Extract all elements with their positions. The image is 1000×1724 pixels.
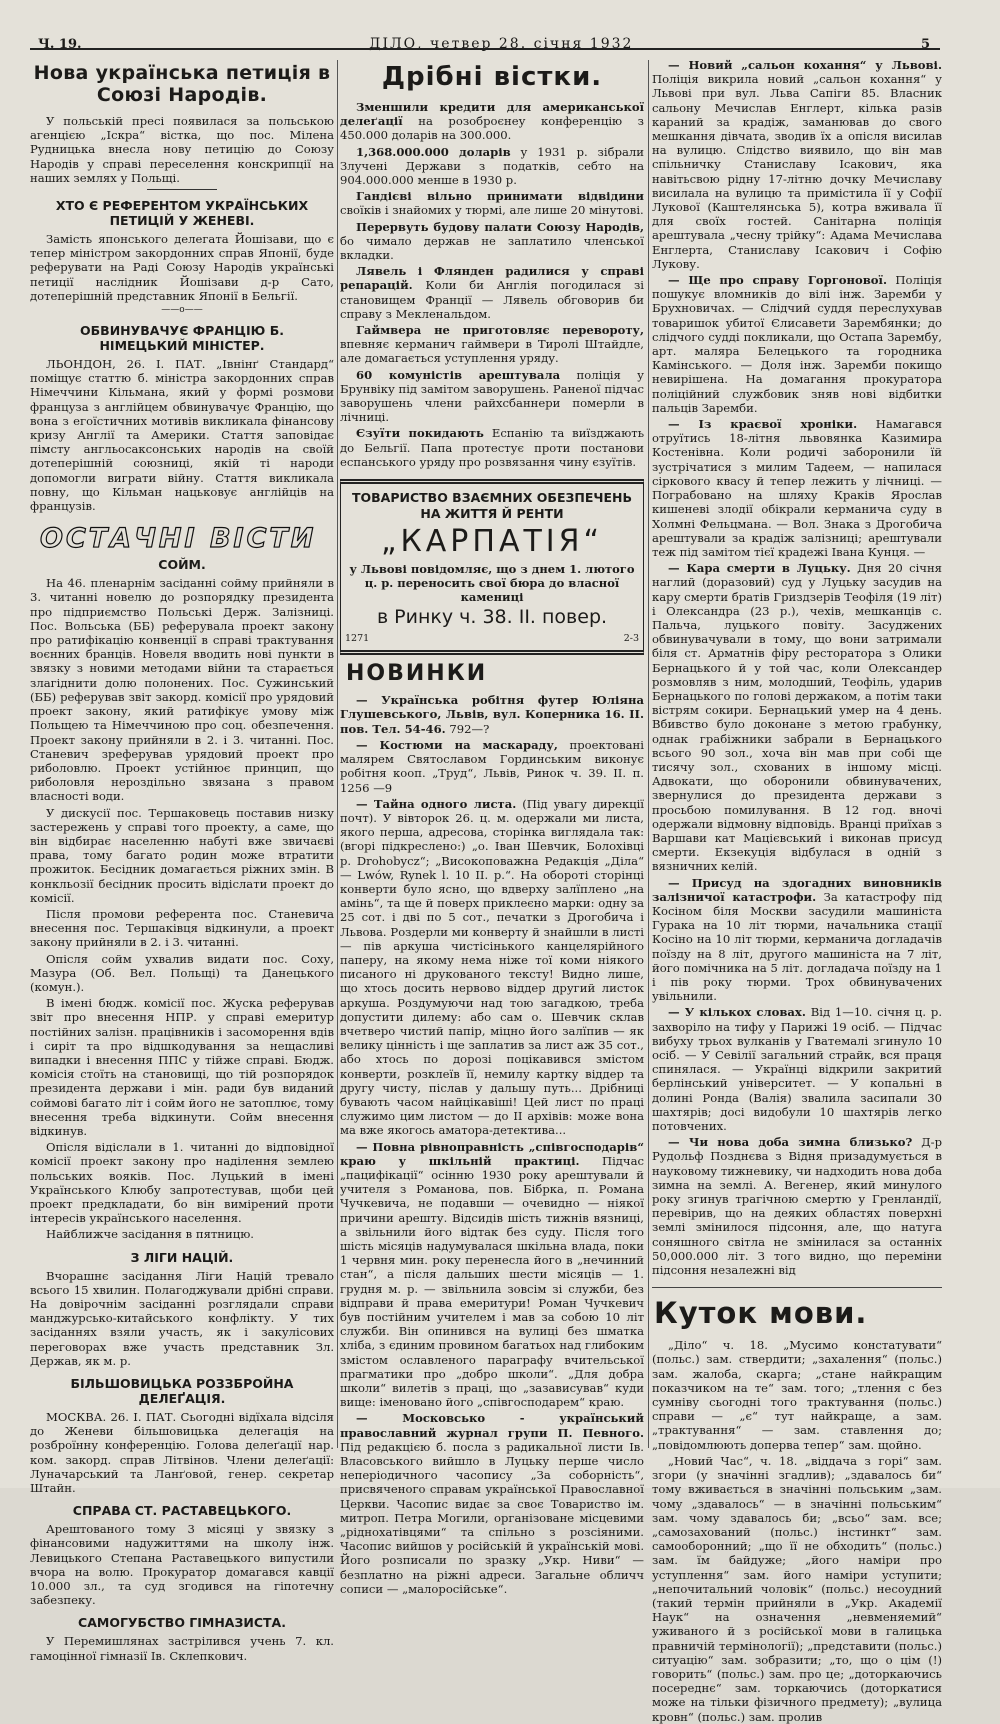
article-text: У дискусії пос. Тершаковець поставив низку застережень у справі того проекту, а саме, що він відбирає населенню набуті вже звичаєві права, тому багато родин може втратити прожиток. Бесідник домагається ріжних змін. В конкльозії бесідник просить відіслати проект до комісії. [30,805,334,905]
section-banner: ОСТАЧНІ ВІСТИ [40,523,317,555]
news-item: Перервуть будову палати Союзу Народів, бо чимало держав не заплатило членської вкладки. [340,219,644,263]
news-item: Гандієві вільно принимати відвідини своїків і знайомих у тюрмі, але лише 20 мінутові. [340,189,644,218]
section-banner: НОВИНКИ [346,661,488,687]
news-item: — Московсько - український православний журнал групи П. Певного. Під редакцією б. посла з радикальної листи Ів. Власовського вийшло в Луцьку перше число неперіодичного часопису „За соборність“, присвяченого справам української Православної Церкви. Часопис видає за своє Товариство ім. митроп. Петра Могили, організоване місцевими „ріднохатівцями“ та спільно з розсіяними. Часопис вийшов у російській й українській мові. Його розписали по зразку „Укр. Ниви“ — безплатно на ріжні адреси. Загальне обличч сописи — „малоросійське“. [340,1411,644,1596]
column-2 [340,58,645,1596]
news-item: Гаймвера не приготовляє перевороту, впевняє керманич гаймвери в Тиролі Штайдле, але домагається уступлення уряду. [340,323,644,366]
ad-brand: „КАРПАТІЯ“ [380,524,604,560]
section-heading: СПРАВА СТ. РАСТАВЕЦЬКОГО. [72,1503,292,1519]
article-text: Вчорашнє засідання Ліги Націй тревало всього 15 хвилин. Полагоджували дрібні справи. На довірочнім засіданні розглядали справи манджурсько-китайського конфлікту. У тих засіданнях взяли участь, як і закулісових переговорах вже участь представник Зл. Держав, як м. р. [30,1268,334,1368]
news-item: — Костюми на маскараду, проектовані малярем Святославом Гординським виконує робітня кооп. „Труд“, Львів, Ринок ч. 39. II. п. 1256 —9 [340,737,644,795]
article-text: МОСКВА. 26. І. ПАТ. Сьогодні відїхала відсіля до Женеви більшовицька делегація на розброїнну конференцію. Голова делеґації нар. ком. закорд. справ Літвінов. Члени делеґації: Луначарський та Ланґовой, генер. секретар Штайн. [30,1410,334,1496]
article-text: „Новий Час“, ч. 18. „віддача з горі“ зам. згори (у значінні згадлив); „здавалось би“ тому вживається в значінні польським „зам. чому „здавалось“ — в значінні польським“ зам. чому здавалось би; „всьо“ зам. все; „самозахований (польс.) інстинкт“ зам. самооборонний; „що її не обходить“ (польс.) зам. їм байдуже; „його наміри про уступлення“ зам. його наміри уступити; „непочитальний чоловік“ (польс.) несоудний (такий термін прийняли в „Укр. Академії Наук“ на означення „невменяемий“ уживаного й з російської мови в галицька правничій термінології); „представити (польс.) ситуацію“ зам. зобразити; „то, що о цім (!) говорить“ (польс.) зам. про це; „доторкаючись посереднє“ зам. торкаючись (доторкатися може на тільки фізичного предмету); „вулица кровн“ (польс.) зам. пролив [652,1453,942,1724]
news-item: — Ще про справу Горгонової. Поліція пошукує вломників до вілі інж. Заремби у Брухновичах. — Слідчий суддя переслухував товаришок убитої Єлисавети Зарембянки; до слідчого судді покликали, що Остапа Зарембу, арт. маляра Белецького та городника Камінського. — Доля інж. Заремби покищо невирішена. На домагання прокуратора поліційний службовик зняв нові відбитки пальців Заремби. [652,273,943,415]
news-item: Лявель і Флянден радилися у справі репарацій. Коли би Англія погодилася зі становищем Франції — Лявель обговорив би справу з Мекленальдом. [340,264,644,321]
news-item: — Українська робітня футер Юліяна Глушевського, Львів, вул. Коперника 16. II. пов. Тел. 54-46. 792—? [340,693,644,736]
ad-number: 2-3 [623,633,639,645]
newspaper-dateline: ДІЛО, четвер 28. січня 1932 [369,36,634,52]
section-heading: СОЙМ. [158,557,206,573]
section-heading: З ЛІГИ НАЦІЙ. [130,1249,234,1265]
headline: Куток мови. [654,1296,868,1331]
article-text: Опісля сойм ухвалив видати пос. Соху, Мазура (Об. Вел. Польщі) та Данецького (комун.). [30,951,334,994]
news-item: — Новий „сальон кохання“ у Львові. Поліція викрила новий „сальон кохання“ у Львові при вул. Льва Сапіги 85. Власник сальону Мечислав Енглерт, кілька разів караний за крадіж, заманював до свого мешкання дівчата, зводив їх а опісля висилав на вулицю. Слідство виявило, що він мав спільничку Станиславу Ісакович, яка навітьсвою рідну 17-літню дочку Мечиславу висилала на вулицю та примістила її у Софії Лукової (Каштелянська 5), котра вживала її для своїх гостей. Санітарна поліція арештувала „чесну трійку“: Адама Мечислава Енглерта, Станиславу Ісакович і Софію Лукову. [652,58,942,271]
news-item: — Тайна одного листа. (Під увагу дирекції почт). У вівторок 26. ц. м. одержали ми листа, якого перша, адресова, сторінка виглядала так: (вгорі підкреслено:) „о. Іван Шевчик, Болохівці p. Drohobycz“; „Високоповажна Редакція „Діла“ — Lwów, Rynek l. 10 II. p.“. На обороті сторінці конверти було ясно, що вдверху залїплено „на амінь“, та ще й поверх приклеєно марки: одну за 25 сот. і дві по 5 сот., печатки з Дрогобича і Львова. Роздерли ми конверту й знайшли в листі — пів аркуша чистісінького канцелярійного паперу, на якому нема ніже тої коми ніякого писаного ні друкованого тексту! Видно лише, що хтось досить нервово віддер другий листок аркуша. Роздумуючи над тою загадкою, треба допустити дилему: або сам о. Шевчик склав вчетверо чистий папір, міцно його залїпив — як велику цінність і ще заплатив за лист аж 35 сот., або хтось по дорозі поцікавився змістом конверти, розклеїв її, немилу картку віддер та другу чисту, післав у дальшу путь... Дрібниці бувають часом найцікавіші! Цей лист по праці служимо цим листом — до II архівів: може вона ма вже якогось аматора-детектива... [340,796,644,1138]
article-text: У польській пресі появилася за польською агенцією „Іскра“ вістка, що пос. Мілена Рудницька внесла нову петицію до Союзу Народів у справі переселення конскрипції на наших землях у Польщі. [30,114,334,185]
news-item: — Кара смерти в Луцьку. Дня 20 січня наглий (доразовий) суд у Луцьку засудив на кару смерти братів Гриздзерів Теофіля (19 літ) і Олександра (23 р.), чехів, мешканців с. Пальча, луцького повіту. Засуджених обвинувачували в тому, що вони затримали біля ст. Арматнів фіру ресторатора з Олики Бернацького й у той час, коли Олександер розмовляв з ним, молодший, Теофіль, ударив Бернацького по голові держаком, а потім таки вістрям сокири. Бернацький умер на 4 день. Вбивство було доконане з метою грабунку, однак грабіжники забрали в Бернацького всього 90 зол., хоча він мав при собі ще тисячу зол., схованих в іншому місці. Адвокати, що оборонили обвинувачених, звернулися до президента держави з просьбою помилування. В 12 год. вночі одержали відмовну відповідь. Вранці приїхав з Варшави кат Мацієвський і виконав присуд смерти. Екзекуція відбулася в одній з вязничних келій. [652,561,942,874]
article-text: Замість японського делегата Йошізави, що є тепер міністром закордонних справ Японії, буде реферувати на Раді Союзу Народів українські петиції наслідник Йошізави д-р Сато, дотеперішній представник Японії в Бельгії. [30,232,334,303]
news-item: Єзуїти покидають Еспанію та виїзджають до Бельгії. Папа протестує проти постанови еспанського уряду про розвязання чину єзуїтів. [340,426,645,469]
column-3 [652,58,943,1724]
headline: Дрібні вістки. [381,62,603,92]
news-item: — Чи нова доба зимна близько? Д-р Рудольф Позднєва з Відня призадумується в науковому тижневику, чи надходить нова доба зимна на землі. А. Вегенер, який минулого року згинув трагічною смертю у Гренландії, перевірив, що на деяких областях поверхні землі змінилося підсоння, але, що натуга соняшного світла не змінилася за останніх 50,000.000 літ. З того видно, що переміни підсоння незалежні від [652,1135,942,1278]
article-text: Опісля відіслали в 1. читанні до відповідної комісії проект закону про наділення землею польських вояків. Пос. Луцький в імені Українського Клюбу запротестував, щоби цей проект предкладати, бо він вимірений проти інтересів українського населення. [30,1140,334,1226]
separator: ——o—— [161,305,203,316]
news-item: — Присуд на здогадних виновників залізничої катастрофи. За катастрофу під Косіном біля Москви засудили машиніста Гурака на 10 літ тюрми, начальника стації Косіно на 10 літ тюрми, керманича догладачів поїзду на 8 літ, другого машиніста на 7 літ, його помічника на 5 літ. догладача поїзду на 1 і пів року тюрми. Трох обвинувачених увільнили. [652,875,942,1004]
news-item: 60 комуністів арештувала поліція у Брунвіку під замітом заворушень. Раненої підчас заворушень члени райхсбаннери померли в лічниці. [340,367,645,425]
headline: Нова українська петиція в Союзі Народів. [33,62,331,106]
ad-address: в Ринку ч. 38. II. повер. [376,606,608,629]
section-heading: ХТО Є РЕФЕРЕНТОМ УКРАЇНСЬКИХ ПЕТИЦІЙ У ЖЕНЕВІ. [55,198,309,229]
article-text: В імені бюдж. комісії пос. Жуска реферував звіт про внесення НПР. у справі емеритур постійних залізн. працівників і засоморення вдів і сиріт та про відшкодування за нещасливі випадки і внесення ППС у тійже справі. Бюдж. комісія стоїть на становищі, що тій розпорядок президента держави і мін. ради був виданий соймові багато літ і сойм його не затоплює, тому внесення треба відкинути. Сойм внесення відкинув. [30,996,334,1138]
ad-text: у Львові повідомляє, що з днем 1. лютого ц. р. переносить свої бюра до власної камениці [349,562,635,605]
column-divider [648,60,649,1448]
news-item: — Із краєвої хроніки. Намагався отруїтись 18-літня львовянка Казимира Костенівна. Коли родичі заборонили їй зустрічатися з милим Тадеем, — напилася сіркового квасу й тепер лежить у лічниці. — Пограбовано на шляху Краків Ярослав кишеневі злодії обікрали керманича суду в Холмні Фельцмана. — Вол. Знака з Дрогобича арештували за крадіж залізниці; арештували теж під замітом тієї крадежі Івана Кунця. — [652,417,943,559]
article-text: Після промови референта пос. Станевича внесення пос. Тершаківця відкинули, а проект закону прийняли в 2. і 3. читанні. [30,906,334,950]
news-item: 1,368.000.000 доларів у 1931 р. зібрали Злучені Держави з податків, себто на 904.000.000 менше в 1930 р. [340,144,644,188]
article-text: У Перемишлянах застрілився учень 7. кл. гамоцінної гімназії Ів. Склепкович. [30,1634,334,1663]
header-rule [30,48,940,50]
page-number: 5 [920,37,930,52]
article-text: Арештованого тому 3 місяці у звязку з фінансовими надужиттями на школу інж. Левицького Степана Раставецького випустили вчора на волю. Прокуратор домагався кавції 10.000 зл., та суд згодився на гіпотечну забезпеку. [30,1522,334,1608]
news-item: — Повна рівноправність „співгосподарів“ краю у шкільній практиці. Підчас „пацифікації“ осінню 1930 року арештували й учителя з Романова, пов. Бібрка, п. Романа Чучкевича, не подавши — очевидно — ніякої причини арешту. Відсидів шість тижнів вязниці, а звільнили його відтак без суду. Після того шість місяців надумувалася шкільна влада, поки 1 червня мин. року перенесла його в „нечинний стан“, а після дальших шести місяців — 1. грудня м. р. — звільнила зовсім зі служби, без відправи й права емеритури! Роман Чучкевич був постійним учителем і мав за собою 10 літ служби. Він опинився на вулиці без шматка хліба, з єдиним провином багатьох над глибоким змістом ославленого параграфу вчительської прагматики про „добро школи“. „Для добра школи“ вилетів з праці, що „зазависував“ куди вище: іменовано його „співгосподарем“ краю. [340,1139,644,1410]
column-1 [30,58,334,1663]
article-text: На 46. пленарнім засіданні сойму прийняли в 3. читанні новелю до розпорядку президента про підприємство Польські Держ. Залізниці. Пос. Вольська (ББ) реферувала проект закону про ратифікацію конвенції в справі трактування воєнних бранців. Новеля вводить нові пункти в звязку з новими методами війни та старається злагіднити долю полонених. Пос. Сужинський (ББ) реферував звіт закорд. комісії про урядовий проект закону, який ратифікує умову між Польщею та Німеччиною про соц. обезпечення. Проект закону прийняли в 2. і 3. читанні. Пос. Станевич зреферував урядовий проект про риболовлю. Проект устійнює принцип, що риболовля нероздільно звязана з правом власності води. [30,576,334,804]
separator [652,1287,942,1288]
news-item: Зменшили кредити для американської делеґації на розоброєнеу конференцію з 450.000 доларів на 300.000. [340,100,644,143]
issue-number: Ч. 19. [38,37,82,52]
section-heading: ОБВИНУВАЧУЄ ФРАНЦІЮ Б. НІМЕЦЬКИЙ МІНІСТЕР. [80,323,284,354]
ad-number: 1271 [345,633,370,645]
section-heading: САМОГУБСТВО ГІМНАЗИСТА. [78,1615,286,1631]
advertisement-karpatia [340,479,644,655]
news-item: — У кількох словах. Від 1—10. січня ц. р. захворіло на тифу у Парижі 19 осіб. — Підчас вибуху трьох вулканів у Гватемалі згинуло 10 осіб. — У Севілії загальний страйк, вся праця спинялася. — Українці відкрили закритий берлінський університет. — У копальні в долині Ронда (Валія) звалила засипали 30 шахтярів; досі видобули 10 шахтярів легко потовчених. [652,1005,942,1134]
section-heading: БІЛЬШОВИЦЬКА РОЗЗБРОЙНА ДЕЛЕҐАЦІЯ. [70,1376,294,1407]
ad-company: ТОВАРИСТВО ВЗАЄМНИХ ОБЕЗПЕЧЕНЬ НА ЖИТТЯ Й РЕНТИ [352,490,632,522]
column-divider [337,60,338,1448]
separator [147,189,217,190]
article-text: Найближче засідання в пятницю. [46,1227,254,1242]
article-text: „Діло“ ч. 18. „Мусимо констатувати“ (польс.) зам. ствердити; „захалення“ (польс.) зам. жалоба, скарга; „стане найкращим показчиком на те“ зам. того; „тлення с без сумніву сьогодні того трактування (польс.) справи — „є“ тут найкраще, а зам. „трактування“ — зам. ставлення до; „повідомлюють доперва тепер“ зам. щойно. [652,1338,942,1452]
article-text: ЛЬОНДОН, 26. І. ПАТ. „Івнінґ Стандард“ поміщує статтю б. міністра закордонних справ Німеччини Кільмана, який у формі розмови француза з англійцем обвинувачує Францію, що вона з егоїстичних мотивів викликала фінансову кризу Англії та Америки. Стаття заповідає пімсту англьосаксонських народів на своїй дотеперішній союзниці, якій ті народи допомогли виграти війну. Стаття викликала повну, що Кільман нацьковує англійців на французів. [30,357,334,514]
